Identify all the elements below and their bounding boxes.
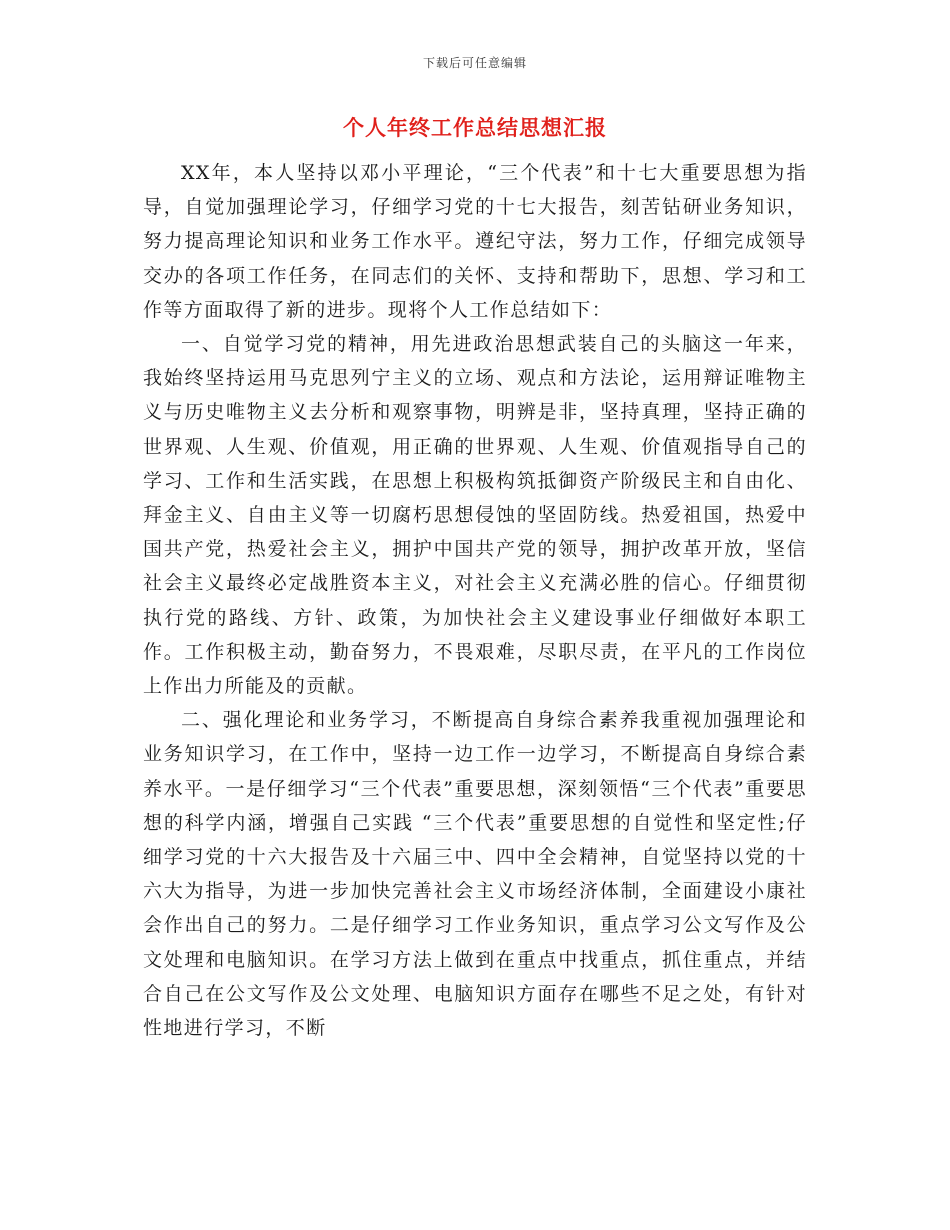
paragraph-section-2: 二、强化理论和业务学习，不断提高自身综合素养我重视加强理论和业务知识学习，在工作中，坚持一边工作一边学习，不断提高自身综合素养水平。一是仔细学习“三个代表”重要思想，深刻领悟“三个代表”重要思想的科学内涵，增强自己实践 “三个代表”重要思想的自觉性和坚定性;仔细学习党的十六大报告及十六届三中、四中全会精神，自觉坚持以党的十六大为指导，为进一步加快完善社会主义市场经济体制，全面建设小康社会作出自己的努力。二是仔细学习工作业务知识，重点学习公文写作及公文处理和电脑知识。在学习方法上做到在重点中找重点，抓住重点，并结合自己在公文写作及公文处理、电脑知识方面存在哪些不足之处，有针对性地进行学习，不断 xyxy=(143,709,807,1040)
paragraph-intro: XX年，本人坚持以邓小平理论，“三个代表”和十七大重要思想为指导，自觉加强理论学习，仔细学习党的十七大报告，刻苦钻研业务知识，努力提高理论知识和业务工作水平。遵纪守法，努力工作，仔细完成领导交办的各项工作任务，在同志们的关怀、支持和帮助下，思想、学习和工作等方面取得了新的进步。现将个人工作总结如下： xyxy=(143,162,807,321)
document-body xyxy=(143,156,807,1045)
header-note: 下载后可任意编辑 xyxy=(422,56,527,70)
paragraph-section-1: 一、自觉学习党的精神，用先进政治思想武装自己的头脑这一年来，我始终坚持运用马克思列宁主义的立场、观点和方法论，运用辩证唯物主义与历史唯物主义去分析和观察事物，明辨是非，坚持真理，坚持正确的世界观、人生观、价值观，用正确的世界观、人生观、价值观指导自己的学习、工作和生活实践，在思想上积极构筑抵御资产阶级民主和自由化、拜金主义、自由主义等一切腐朽思想侵蚀的坚固防线。热爱祖国，热爱中国共产党，热爱社会主义，拥护中国共产党的领导，拥护改革开放，坚信社会主义最终必定战胜资本主义，对社会主义充满必胜的信心。仔细贯彻执行党的路线、方针、政策，为加快社会主义建设事业仔细做好本职工作。工作积极主动，勤奋努力，不畏艰难，尽职尽责，在平凡的工作岗位上作出力所能及的贡献。 xyxy=(143,333,807,698)
document-title: 个人年终工作总结思想汇报 xyxy=(343,116,607,140)
